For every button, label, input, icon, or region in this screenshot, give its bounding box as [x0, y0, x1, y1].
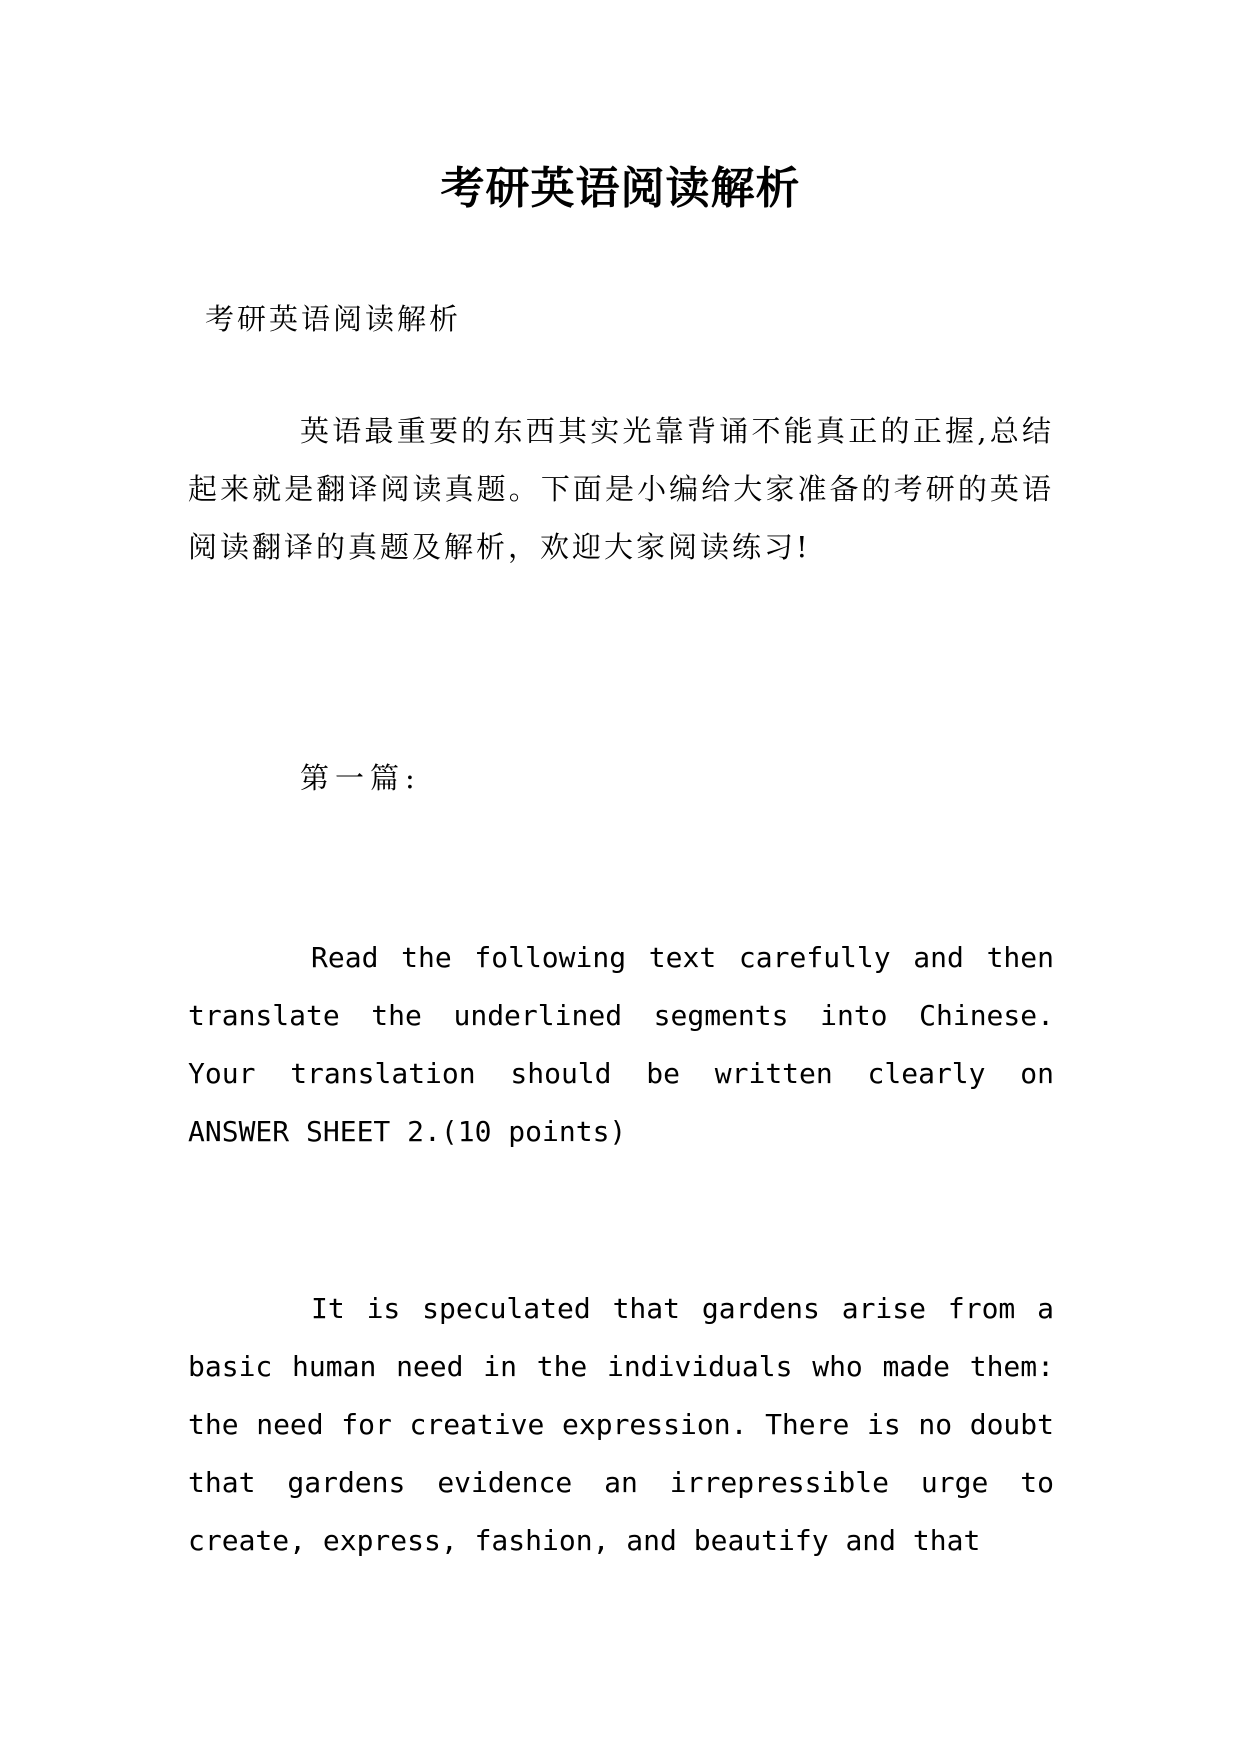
passage-paragraph: It is speculated that gardens arise from a basic human need in the individuals who made them: the need for creative expression. There is no doubt that gardens evidence an irrepressible urge to create, express, fashion, and beautify and that: [188, 1292, 1054, 1557]
intro-paragraph: 英语最重要的东西其实光靠背诵不能真正的正握,总结起来就是翻译阅读真题。下面是小编给大家准备的考研的英语阅读翻译的真题及解析，欢迎大家阅读练习!: [188, 414, 1054, 564]
instructions-paragraph: Read the following text carefully and then translate the underlined segments into Chinese. Your translation should be written clearly on ANSWER SHEET 2.(10 points): [188, 941, 1054, 1148]
document-title: 考研英语阅读解析: [440, 163, 801, 214]
document-subtitle: 考研英语阅读解析: [205, 302, 462, 336]
section-heading: 第一篇:: [300, 761, 421, 795]
